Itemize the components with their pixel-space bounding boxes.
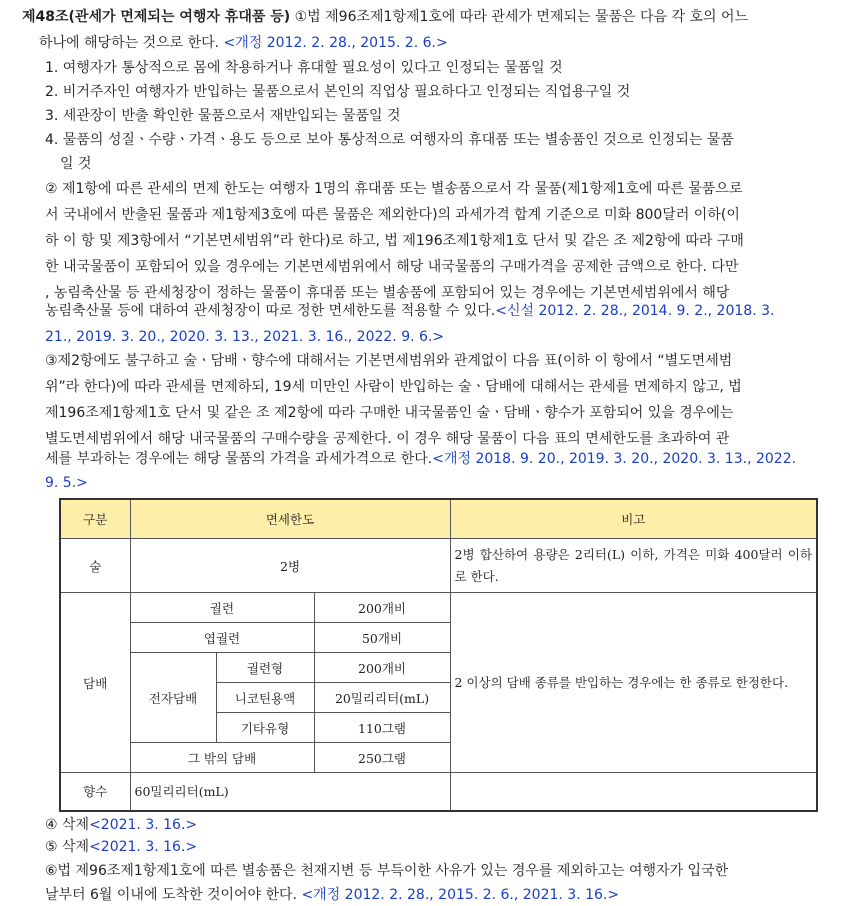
paragraph-2-line: , 농림축산물 등 관세청장이 정하는 물품이 휴대품 또는 별송품에 포함되어 있는 경우에는 기본면세범위에서 해당	[45, 285, 730, 301]
paragraph-2-line: 서 국내에서 반출된 물품과 제1항제3호에 따른 물품은 제외한다)의 과세가격 합계 기준으로 미화 800달러 이하(이	[45, 207, 740, 223]
paragraph-3-line: 제196조제1항제1호 단서 및 같은 조 제2항에 따라 구매한 내국물품인 술ㆍ담배ㆍ향수가 포함되어 있을 경우에는	[45, 405, 734, 421]
liquor-remark: 2병 합산하여 용량은 2리터(L) 이하, 가격은 미화 400달러 이하로 한다.	[450, 539, 817, 593]
amendment-link[interactable]: <개정 2012. 2. 28., 2015. 2. 6., 2021. 3. 16.>	[301, 887, 620, 903]
liquor-label: 술	[60, 539, 130, 593]
perfume-label: 향수	[60, 773, 130, 811]
header-remark: 비고	[450, 499, 817, 539]
item-3: 3. 세관장이 반출 확인한 물품으로서 재반입되는 물품일 것	[45, 108, 401, 124]
paragraph-3-line: 위”라 한다)에 따라 관세를 면제하되, 19세 미만인 사람이 반입하는 술ㆍ담배에 대해서는 관세를 면제하지 않고, 법	[45, 379, 742, 395]
e-cigarette-amount: 200개비	[314, 653, 450, 683]
tobacco-label: 담배	[60, 593, 130, 773]
paragraph-3-line: ③제2항에도 불구하고 술ㆍ담배ㆍ향수에 대해서는 기본면세범위와 관계없이 다음 표(이하 이 항에서 “별도면세범	[45, 353, 733, 369]
amendment-link[interactable]: <개정 2012. 2. 28., 2015. 2. 6.>	[223, 35, 448, 51]
other-tobacco-item: 그 밖의 담배	[130, 743, 314, 773]
perfume-remark	[450, 773, 817, 811]
header-category: 구분	[60, 499, 130, 539]
paragraph-2-line-last	[45, 300, 774, 322]
paragraph-6-line-1: ⑥법 제96조제1항제1호에 따른 별송품은 천재지변 등 부득이한 사유가 있는 경우를 제외하고는 여행자가 입국한	[45, 863, 729, 879]
tobacco-amount: 200개비	[314, 593, 450, 623]
paragraph-1-text-cont: 하나에 해당하는 것으로 한다.	[39, 35, 220, 51]
amendment-link[interactable]: 21., 2019. 3. 20., 2020. 3. 13., 2021. 3. 16., 2022. 9. 6.>	[45, 329, 445, 345]
tobacco-amount: 50개비	[314, 623, 450, 653]
e-cigarette-item: 궐련형	[216, 653, 314, 683]
amendment-link[interactable]: <신설 2012. 2. 28., 2014. 9. 2., 2018. 3.	[495, 303, 775, 319]
paragraph-3-text: 세를 부과하는 경우에는 해당 물품의 가격을 과세가격으로 한다.	[45, 451, 433, 467]
paragraph-4	[45, 814, 197, 836]
amendment-link[interactable]: <개정 2018. 9. 20., 2019. 3. 20., 2020. 3. 13., 2022.	[432, 451, 797, 467]
paragraph-3-line: 별도면세범위에서 해당 내국물품의 구매수량을 공제한다. 이 경우 해당 물품이 다음 표의 면세한도를 초과하여 관	[45, 431, 730, 447]
perfume-limit: 60밀리리터(mL)	[130, 773, 450, 811]
paragraph-5	[45, 836, 197, 858]
paragraph-1-line-1	[22, 6, 832, 28]
tobacco-item: 궐련	[130, 593, 314, 623]
amendment-link[interactable]: 9. 5.>	[45, 475, 88, 491]
item-2: 2. 비거주자인 여행자가 반입하는 물품으로서 본인의 직업상 필요하다고 인정되는 직업용구일 것	[45, 84, 631, 100]
e-cigarette-label: 전자담배	[130, 653, 216, 743]
amendment-link[interactable]: <2021. 3. 16.>	[89, 839, 198, 855]
liquor-limit: 2병	[130, 539, 450, 593]
paragraph-2-amend-cont	[45, 326, 444, 348]
e-cigarette-item: 기타유형	[216, 713, 314, 743]
e-cigarette-amount: 20밀리리터(mL)	[314, 683, 450, 713]
paragraph-2-text: 농림축산물 등에 대하여 관세청장이 따로 정한 면세한도를 적용할 수 있다.	[45, 303, 496, 319]
item-1: 1. 여행자가 통상적으로 몸에 착용하거나 휴대할 필요성이 있다고 인정되는 물품일 것	[45, 60, 563, 76]
paragraph-5-text: ⑤ 삭제	[45, 839, 90, 855]
tobacco-remark: 2 이상의 담배 종류를 반입하는 경우에는 한 종류로 한정한다.	[450, 593, 817, 773]
paragraph-2-line: 하 이 항 및 제3항에서 “기본면세범위”라 한다)로 하고, 법 제196조제1항제1호 단서 및 같은 조 제2항에 따라 구매	[45, 233, 744, 249]
duty-free-table	[59, 498, 818, 812]
paragraph-1-line-2	[39, 32, 448, 54]
paragraph-2-line: ② 제1항에 따른 관세의 면제 한도는 여행자 1명의 휴대품 또는 별송품으로서 각 물품(제1항제1호에 따른 물품으로	[45, 181, 743, 197]
article-heading: 제48조(관세가 면제되는 여행자 휴대품 등)	[22, 9, 291, 25]
paragraph-4-text: ④ 삭제	[45, 817, 90, 833]
amendment-link[interactable]: <2021. 3. 16.>	[89, 817, 198, 833]
header-limit: 면세한도	[130, 499, 450, 539]
item-4-cont: 일 것	[60, 156, 92, 172]
paragraph-6-line-2	[45, 884, 619, 906]
paragraph-1-text: ①법 제96조제1항제1호에 따라 관세가 면제되는 물품은 다음 각 호의 어느	[290, 9, 748, 25]
paragraph-6-text: 날부터 6월 이내에 도착한 것이어야 한다.	[45, 887, 297, 903]
tobacco-item: 엽궐련	[130, 623, 314, 653]
e-cigarette-item: 니코틴용액	[216, 683, 314, 713]
paragraph-3-line-last	[45, 448, 796, 470]
item-4: 4. 물품의 성질ㆍ수량ㆍ가격ㆍ용도 등으로 보아 통상적으로 여행자의 휴대품 또는 별송품인 것으로 인정되는 물품	[45, 132, 734, 148]
paragraph-3-amend-cont	[45, 472, 88, 494]
paragraph-2-line: 한 내국물품이 포함되어 있을 경우에는 기본면세범위에서 해당 내국물품의 구매가격을 공제한 금액으로 한다. 다만	[45, 259, 739, 275]
e-cigarette-amount: 110그램	[314, 713, 450, 743]
other-tobacco-amount: 250그램	[314, 743, 450, 773]
